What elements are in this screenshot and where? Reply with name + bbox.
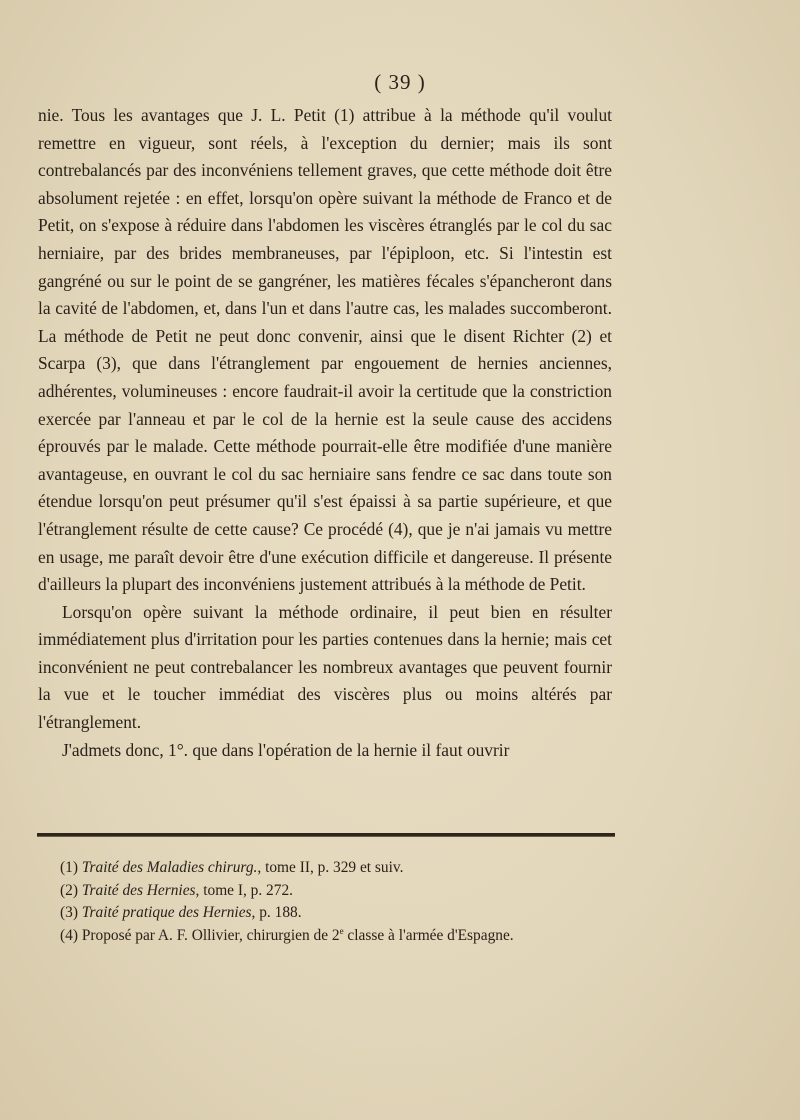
- footnote-reference: Proposé par A. F. Ollivier, chirurgien de 2: [81, 926, 340, 944]
- footnote-reference: , tome II, p. 329 et suiv.: [257, 859, 404, 876]
- footnote-marker: (2): [60, 881, 78, 899]
- footnote-reference: , p. 188.: [251, 904, 302, 922]
- footnote: [60, 857, 640, 880]
- footnote-separator-rule: [37, 833, 615, 837]
- footnote-marker: (4): [60, 926, 78, 944]
- footnote-title: Traité pratique des Hernies: [81, 904, 252, 922]
- footnote-title: Traité des Hernies: [81, 881, 196, 899]
- footnote-reference: , tome I, p. 272.: [195, 881, 293, 899]
- footnote-title: Traité des Maladies chirurg.: [81, 859, 258, 876]
- main-text: [38, 102, 612, 764]
- paragraph: J'admets donc, 1°. que dans l'opération de la hernie il faut ouvrir: [62, 739, 510, 760]
- page-number: ( 39 ): [374, 70, 426, 94]
- footnote-marker: (1): [60, 859, 78, 876]
- footnote-marker: (3): [60, 904, 78, 922]
- footnote: [60, 902, 640, 925]
- footnote-superscript: e: [339, 925, 344, 936]
- footnote: [60, 925, 640, 948]
- paragraph: nie. Tous les avantages que J. L. Petit (1) attribue à la méthode qu'il voulut remettre en vigueur, sont réels, à l'exception du dernier; mais ils sont contrebalancés par des inconvéniens tellement graves, que cette méthode doit être absolument rejetée : en effet, lorsqu'on opère suivant la méthode de Franco et de Petit, on s'expose à réduire dans l'abdomen les viscères étranglés par le col du sac herniaire, par des brides membraneuses, par l'épiploon, etc. Si l'intestin est gangréné ou sur le point de se gangréner, les matières fécales s'épancheront dans la cavité de l'abdomen, et, dans l'un et dans l'autre cas, les malades succomberont. La méthode de Petit ne peut donc convenir, ainsi que le disent Richter (2) et Scarpa (3), que dans l'étranglement par engouement de hernies anciennes, adhérentes, volumineuses : encore faudrait-il avoir la certitude que la constriction exercée par l'anneau et par le col de la hernie est la seule cause des accidens éprouvés par le malade. Cette méthode pourrait-elle être modifiée d'une manière avantageuse, en ouvrant le col du sac herniaire sans fendre ce sac dans toute son étendue lorsqu'on peut présumer qu'il s'est épaissi à sa partie supérieure, et que l'étranglement résulte de cette cause? Ce procédé (4), que je n'ai jamais vu mettre en usage, me paraît devoir être d'une exécution difficile et dangereuse. Il présente d'ailleurs la plupart des inconvéniens justement attribués à la méthode de Petit.: [38, 105, 612, 595]
- footnote: [60, 880, 640, 903]
- footnotes: [60, 857, 640, 947]
- footnote-reference-end: classe à l'armée d'Espagne.: [343, 926, 514, 944]
- paragraph: Lorsqu'on opère suivant la méthode ordinaire, il peut bien en résulter immédiatement plus d'irritation pour les parties contenues dans la hernie; mais cet inconvénient ne peut contrebalancer les nombreux avantages que peuvent fournir la vue et le toucher immédiat des viscères plus ou moins altérés par l'étranglement.: [38, 601, 612, 733]
